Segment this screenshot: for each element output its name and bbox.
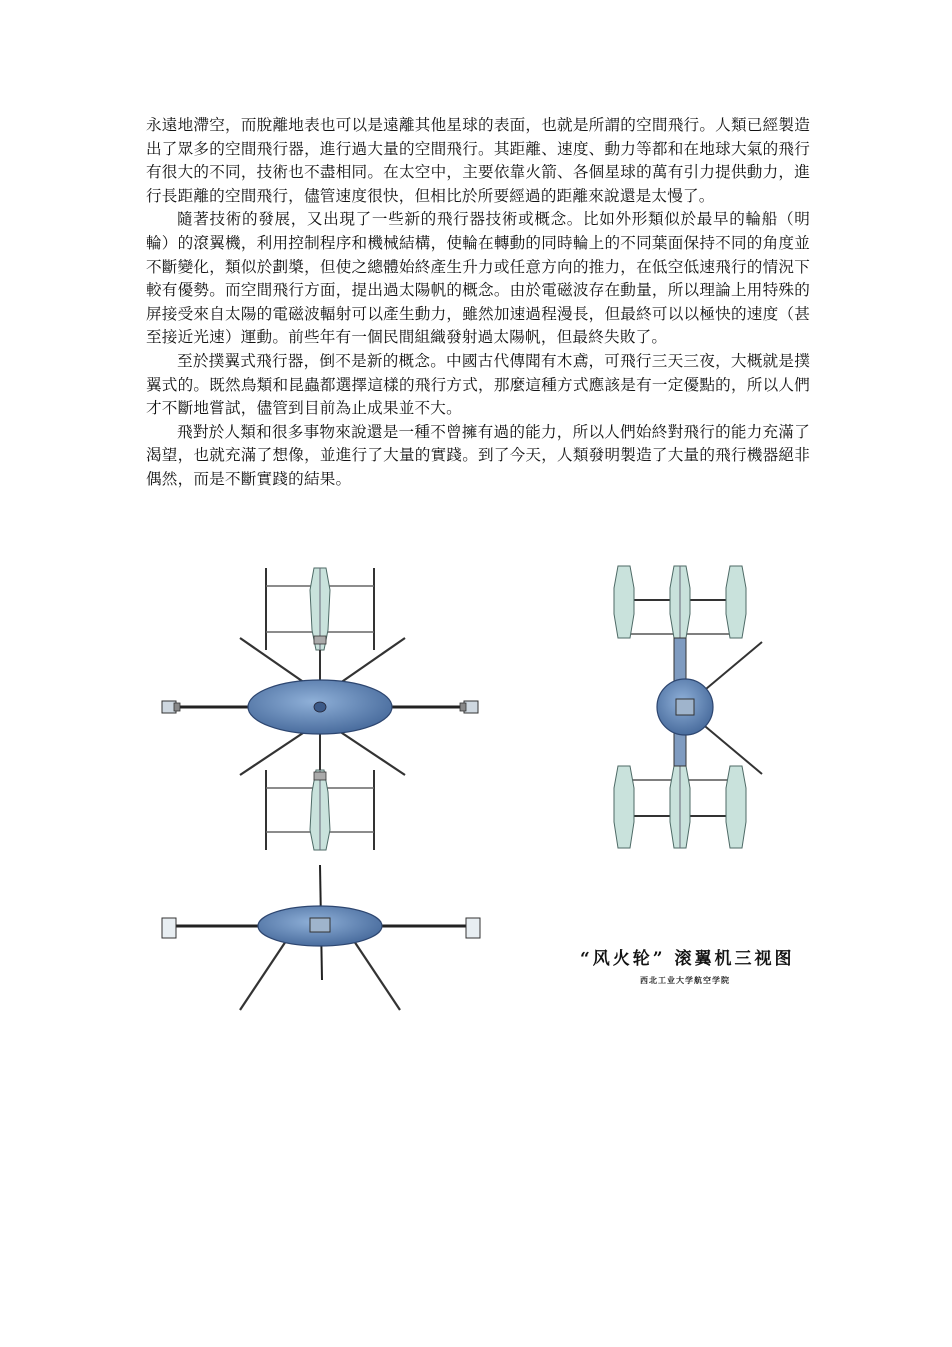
front-view-drawing (162, 865, 480, 1010)
side-view-drawing (614, 566, 762, 848)
figure-subcaption: 西北工业大学航空学院 (640, 975, 730, 985)
upper-rotor (266, 568, 374, 650)
lower-rotor (266, 770, 374, 850)
figure-caption: “风火轮” 滚翼机三视图 (580, 949, 795, 969)
paragraph-4: 飛對於人類和很多事物來說還是一種不曾擁有過的能力，所以人們始終對飛行的能力充滿了渴望，也就充滿了想像，並進行了大量的實踐。到了今天，人類發明製造了大量的飛行機器絕非偶然，而是不斷實踐的結果。 (146, 422, 810, 488)
paragraph-2: 隨著技術的發展，又出現了一些新的飛行器技術或概念。比如外形類似於最早的輪船（明輪）的滾翼機，利用控制程序和機械結構，使輪在轉動的同時輪上的不同葉面保持不同的角度並不斷變化，類似於劃槳，但使之總體始終產生升力或任意方向的推力，在低空低速飛行的情況下較有優勢。而空間飛行方面，提出過太陽帆的概念。由於電磁波存在動量，所以理論上用特殊的屏接受來自太陽的電磁波輻射可以產生動力，雖然加速過程漫長，但最終可以以極快的速度（甚至接近光速）運動。前些年有一個民間組織發射過太陽帆，但最終失敗了。 (146, 210, 810, 347)
body-text (146, 114, 810, 492)
top-view-drawing (162, 568, 478, 850)
paragraph-1: 永遠地滯空，而脫離地表也可以是遠離其他星球的表面，也就是所謂的空間飛行。人類已經製造出了眾多的空間飛行器，進行過大量的空間飛行。其距離、速度、動力等都和在地球大氣的飛行有很大的不同，技術也不盡相同。在太空中，主要依靠火箭、各個星球的萬有引力提供動力，進行長距離的空間飛行，儘管速度很快，但相比於所要經過的距離來說還是太慢了。 (146, 116, 810, 205)
paragraph-3: 至於撲翼式飛行器，倒不是新的概念。中國古代傳聞有木鳶，可飛行三天三夜，大概就是撲翼式的。既然鳥類和昆蟲都選擇這樣的飛行方式，那麼這種方式應該是有一定優點的，所以人們才不斷地嘗試，儘管到目前為止成果並不大。 (146, 351, 810, 418)
